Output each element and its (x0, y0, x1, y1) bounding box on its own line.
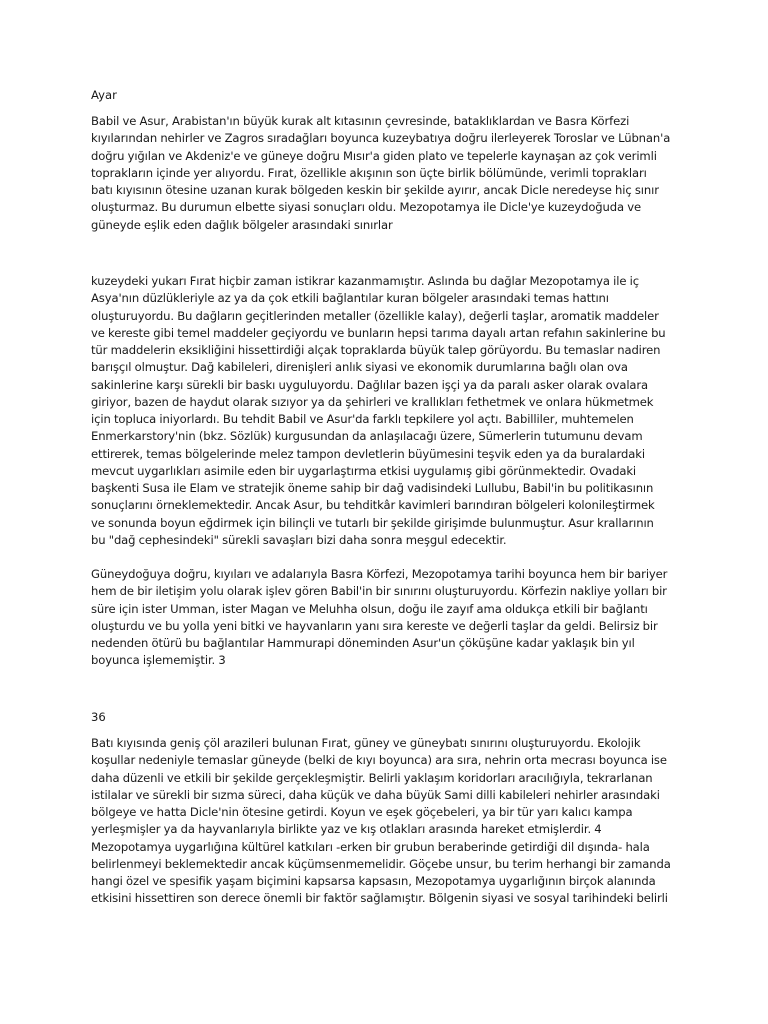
text-line: Asya'nın düzlükleriyle az ya da çok etkili bağlantılar kuran bölgeler arasındaki temas hattını (91, 291, 609, 306)
text-line: doğru yığılan ve Akdeniz'e ve güneye doğru Mısır'a giden plato ve tepelerle kaynaşan az çok verimli (91, 148, 657, 163)
text-line: için topluca iniyorlardı. Bu tehdit Babil ve Asur'da farklı tepkilere yol açtı. Babilliler, muhtemelen (91, 412, 634, 426)
text-line: hangi özel ve spesifik yaşam biçimini kapsarsa kapsasın, Mezopotamya uygarlığının birçok alanında (91, 874, 656, 888)
text-line: toprakların içinde yer alıyordu. Fırat, özellikle akışının son üçte birlik bölümünde, verimli toprakları (91, 165, 647, 180)
text-line: ve kereste gibi temel maddeler geçiyordu ve bunların hepsi tarıma dayalı artan refahın sakinlerine bu (91, 325, 666, 340)
text-line: kuzeydeki yukarı Fırat hiçbir zaman istikrar kazanmamıştır. Aslında bu dağlar Mezopotamya ile iç (91, 274, 639, 288)
text-line: nedenden ötürü bu bağlantılar Hammurapi döneminden Asur'un çöküşüne kadar yaklaşık bin yıl (91, 636, 635, 650)
text-line: batı kıyısının ötesine uzanan kurak bölgeden keskin bir şekilde ayırır, ancak Dicle neredeyse hiç sınır (91, 183, 659, 197)
text-line: daha düzenli ve etkili bir şekilde gerçekleşmiştir. Belirli yaklaşım koridorları aracılığıyla, tekrarlanan (91, 770, 653, 785)
text-line: belirlenmeyi beklemektedir ancak küçümsenmemelidir. Göçebe unsur, bu terim herhangi bir zamanda (91, 856, 671, 871)
text-line: bölgeye ve hatta Dicle'nin ötesine getirdi. Koyun ve eşek göçebeleri, ya bir tür yarı kalıcı kampa (91, 805, 633, 819)
text-line: ve sonunda boyun eğdirmek için bilinçli ve tutarlı bir şekilde girişimde bulunmuştur. Asur krallarının (91, 515, 654, 530)
text-line: yerleşmişler ya da hayvanlarıyla birlikte yaz ve kış otlakları arasında hareket etmişlerdir. 4 (91, 822, 602, 837)
paragraph-2 (91, 273, 683, 549)
text-line: istilalar ve sürekli bir sızma süreci, daha küçük ve daha büyük Sami dilli kabileleri nehirler arasındaki (91, 787, 660, 802)
text-line: ettirerek, temas bölgelerinde melez tampon devletlerin büyümesini teşvik eden ya da buralardaki (91, 446, 645, 461)
paragraph-1 (91, 113, 683, 234)
text-line: başkenti Susa ile Elam ve stratejik öneme sahip bir dağ vadisindeki Lullubu, Babil'in bu politikasının (91, 481, 654, 495)
text-line: bu "dağ cephesindeki" sürekli savaşları bizi daha sonra meşgul edecektir. (91, 532, 507, 547)
paragraph-3 (91, 566, 683, 670)
text-line: sonuçlarını örneklemektedir. Ancak Asur, bu tehditkâr kavimleri barındıran bölgeleri kolonileştirmek (91, 498, 655, 513)
paragraph-4 (91, 735, 683, 908)
text-line: Babil ve Asur, Arabistan'ın büyük kurak alt kıtasının çevresinde, bataklıklardan ve Basra Körfezi (91, 114, 630, 128)
text-line: Mezopotamya uygarlığına kültürel katkıları -erken bir grubun beraberinde getirdiği dil dışında- hala (91, 839, 650, 854)
text-line: sakinlerine karşı sürekli bir baskı uyguluyordu. Dağlılar bazen işçi ya da paralı asker olarak ovalara (91, 377, 649, 392)
text-line: oluşturdu ve bu yolla yeni bitki ve hayvanların yanı sıra kereste ve değerli taşlar da geldi. Belirsiz bir (91, 618, 658, 633)
text-line: boyunca işlememiştir. 3 (91, 653, 226, 668)
text-line: Güneydoğuya doğru, kıyıları ve adalarıyla Basra Körfezi, Mezopotamya tarihi boyunca hem bir bariyer (91, 567, 668, 581)
text-line: güneyde eşlik eden dağlık bölgeler arasındaki sınırlar (91, 217, 393, 232)
text-line: giriyor, bazen de haydut olarak sızıyor ya da şehirleri ve krallıkları fethetmek ve onlara hükmetmek (91, 394, 654, 409)
text-line: hem de bir iletişim yolu olarak işlev gören Babil'in bir sınırını oluşturuyordu. Körfezin nakliye yolları bir (91, 584, 667, 599)
text-line: süre için ister Umman, ister Magan ve Meluhha olsun, doğu ile zayıf ama oldukça etkili bir bağlantı (91, 601, 648, 616)
page-number: 36 (91, 710, 106, 724)
text-line: oluşturuyordu. Bu dağların geçitlerinden metaller (özellikle kalay), değerli taşlar, aromatik maddeler (91, 308, 659, 323)
text-line: mevcut uygarlıkları asimile eden bir uygarlaştırma etkisi uygulamış gibi görünmektedir. Ovadaki (91, 463, 637, 478)
text-line: koşullar nedeniyle temaslar güneyde (belki de kıyı boyunca) ara sıra, nehrin orta mecrası boyunca ise (91, 753, 667, 768)
section-heading: Ayar (91, 88, 117, 102)
text-line: barışçıl olmuştur. Dağ kabileleri, direnişleri anlık siyasi ve ekonomik durumlarına bağlı olan ova (91, 360, 628, 375)
text-line: oluşturmaz. Bu durumun elbette siyasi sonuçları oldu. Mezopotamya ile Dicle'ye kuzeydoğuda ve (91, 200, 642, 215)
text-line: kıyılarından nehirler ve Zagros sıradağları boyunca kuzeybatıya doğru ilerleyerek Toroslar ve Lübnan'a (91, 131, 671, 146)
text-line: Batı kıyısında geniş çöl arazileri bulunan Fırat, güney ve güneybatı sınırını oluşturuyordu. Ekolojik (91, 736, 641, 750)
text-line: tür maddelerin eksikliğini hissettirdiği alçak topraklarda büyük talep görüyordu. Bu temaslar nadiren (91, 343, 661, 357)
text-line: etkisini hissettiren son derece önemli bir faktör sağlamıştır. Bölgenin siyasi ve sosyal tarihindeki belirli (91, 891, 668, 906)
text-line: Enmerkarstory'nin (bkz. Sözlük) kurgusundan da anlaşılacağı üzere, Sümerlerin tutumunu devam (91, 429, 643, 444)
